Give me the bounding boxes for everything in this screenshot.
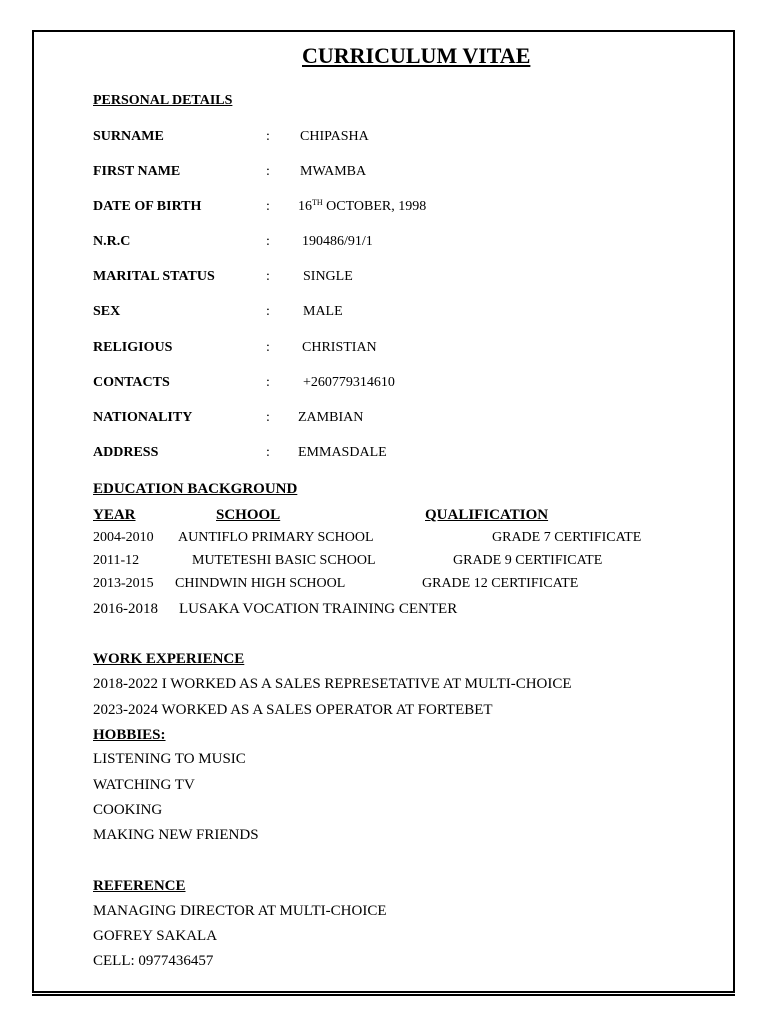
work-experience-line: 2018-2022 I WORKED AS A SALES REPRESETATIVE AT MULTI-CHOICE	[93, 676, 572, 692]
reference-heading: REFERENCE	[93, 878, 186, 894]
address-label: ADDRESS	[93, 445, 159, 460]
education-heading: EDUCATION BACKGROUND	[93, 481, 298, 497]
separator: :	[266, 410, 270, 425]
education-year: 2016-2018	[93, 601, 158, 617]
religious-value: CHRISTIAN	[302, 340, 377, 355]
education-school: AUNTIFLO PRIMARY SCHOOL	[178, 530, 374, 545]
separator: :	[266, 164, 270, 179]
education-qualification: GRADE 9 CERTIFICATE	[453, 553, 603, 568]
dob-ordinal: TH	[312, 198, 323, 207]
separator: :	[266, 199, 270, 214]
education-year: 2011-12	[93, 553, 140, 568]
education-school: MUTETESHI BASIC SCHOOL	[192, 553, 376, 568]
reference-line: CELL: 0977436457	[93, 953, 214, 969]
reference-line: MANAGING DIRECTOR AT MULTI-CHOICE	[93, 903, 387, 919]
separator: :	[266, 234, 270, 249]
contacts-value: +260779314610	[303, 375, 395, 390]
date-of-birth-label: DATE OF BIRTH	[93, 199, 202, 214]
education-school: LUSAKA VOCATION TRAINING CENTER	[179, 601, 458, 617]
separator: :	[266, 340, 270, 355]
separator: :	[266, 445, 270, 460]
hobby-item: MAKING NEW FRIENDS	[93, 827, 259, 843]
marital-status-value: SINGLE	[303, 269, 353, 284]
religious-label: RELIGIOUS	[93, 340, 173, 355]
nrc-label: N.R.C	[93, 234, 131, 249]
first-name-value: MWAMBA	[300, 164, 367, 179]
sex-label: SEX	[93, 304, 121, 319]
reference-line: GOFREY SAKALA	[93, 928, 218, 944]
surname-value: CHIPASHA	[300, 129, 369, 144]
education-qualification: GRADE 7 CERTIFICATE	[492, 530, 642, 545]
first-name-label: FIRST NAME	[93, 164, 181, 179]
personal-details-heading: PERSONAL DETAILS	[93, 93, 233, 108]
education-school: CHINDWIN HIGH SCHOOL	[175, 576, 346, 591]
separator: :	[266, 375, 270, 390]
school-column-header: SCHOOL	[216, 507, 281, 523]
year-column-header: YEAR	[93, 507, 136, 523]
education-year: 2013-2015	[93, 576, 154, 591]
education-year: 2004-2010	[93, 530, 154, 545]
separator: :	[266, 269, 270, 284]
nrc-value: 190486/91/1	[302, 234, 373, 249]
contacts-label: CONTACTS	[93, 375, 170, 390]
hobby-item: COOKING	[93, 802, 163, 818]
marital-status-label: MARITAL STATUS	[93, 269, 215, 284]
hobbies-heading: HOBBIES:	[93, 727, 166, 743]
dob-day: 16	[298, 199, 312, 214]
hobby-item: WATCHING TV	[93, 777, 195, 793]
qualification-column-header: QUALIFICATION	[425, 507, 549, 523]
surname-label: SURNAME	[93, 129, 164, 144]
education-qualification: GRADE 12 CERTIFICATE	[422, 576, 579, 591]
nationality-value: ZAMBIAN	[298, 410, 364, 425]
address-value: EMMASDALE	[298, 445, 387, 460]
separator: :	[266, 129, 270, 144]
date-of-birth-value	[298, 199, 426, 215]
document-title: CURRICULUM VITAE	[302, 43, 531, 68]
separator: :	[266, 304, 270, 319]
nationality-label: NATIONALITY	[93, 410, 193, 425]
dob-month-year: OCTOBER, 1998	[322, 199, 427, 214]
hobby-item: LISTENING TO MUSIC	[93, 751, 246, 767]
work-experience-line: 2023-2024 WORKED AS A SALES OPERATOR AT FORTEBET	[93, 702, 493, 718]
work-experience-heading: WORK EXPERIENCE	[93, 651, 245, 667]
sex-value: MALE	[303, 304, 343, 319]
